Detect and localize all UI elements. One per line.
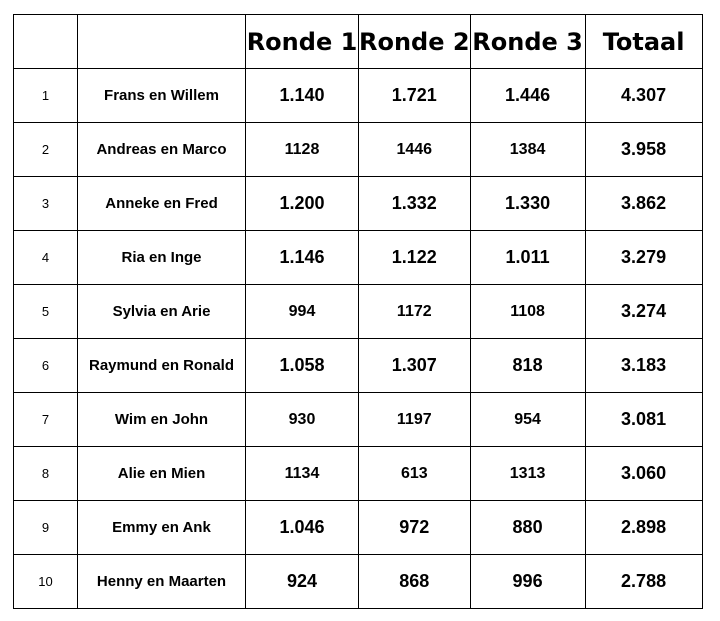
ronde-3-cell: 954	[470, 393, 585, 447]
name-cell: Alie en Mien	[78, 447, 246, 501]
rank-cell: 2	[14, 123, 78, 177]
name-cell: Anneke en Fred	[78, 177, 246, 231]
ronde-2-cell: 1.721	[359, 69, 471, 123]
name-cell: Henny en Maarten	[78, 555, 246, 609]
ronde-2-cell: 613	[359, 447, 471, 501]
name-cell: Emmy en Ank	[78, 501, 246, 555]
rank-cell: 7	[14, 393, 78, 447]
header-ronde-2: Ronde 2	[359, 15, 471, 69]
total-cell: 2.898	[585, 501, 702, 555]
table-row	[14, 123, 703, 177]
table-row	[14, 231, 703, 285]
total-cell: 3.060	[585, 447, 702, 501]
rank-cell: 6	[14, 339, 78, 393]
ronde-3-cell: 996	[470, 555, 585, 609]
name-cell: Ria en Inge	[78, 231, 246, 285]
name-cell: Raymund en Ronald	[78, 339, 246, 393]
header-ronde-3: Ronde 3	[470, 15, 585, 69]
rank-cell: 5	[14, 285, 78, 339]
ronde-3-cell: 880	[470, 501, 585, 555]
total-cell: 3.183	[585, 339, 702, 393]
table-row	[14, 69, 703, 123]
rank-cell: 8	[14, 447, 78, 501]
name-cell: Andreas en Marco	[78, 123, 246, 177]
rank-cell: 9	[14, 501, 78, 555]
total-cell: 3.862	[585, 177, 702, 231]
ronde-2-cell: 972	[359, 501, 471, 555]
ronde-3-cell: 818	[470, 339, 585, 393]
ronde-3-cell: 1.446	[470, 69, 585, 123]
rank-cell: 4	[14, 231, 78, 285]
rank-cell: 1	[14, 69, 78, 123]
ronde-3-cell: 1313	[470, 447, 585, 501]
total-cell: 3.274	[585, 285, 702, 339]
name-cell: Sylvia en Arie	[78, 285, 246, 339]
table-row	[14, 285, 703, 339]
header-row	[14, 15, 703, 69]
table-row	[14, 555, 703, 609]
header-ronde-1: Ronde 1	[246, 15, 359, 69]
ronde-1-cell: 930	[246, 393, 359, 447]
ronde-1-cell: 1.200	[246, 177, 359, 231]
rank-cell: 3	[14, 177, 78, 231]
header-totaal: Totaal	[585, 15, 702, 69]
table-row	[14, 501, 703, 555]
name-cell: Frans en Willem	[78, 69, 246, 123]
ronde-1-cell: 1128	[246, 123, 359, 177]
total-cell: 4.307	[585, 69, 702, 123]
table-row	[14, 393, 703, 447]
name-cell: Wim en John	[78, 393, 246, 447]
table-row	[14, 177, 703, 231]
ronde-2-cell: 1197	[359, 393, 471, 447]
total-cell: 2.788	[585, 555, 702, 609]
ronde-1-cell: 1.146	[246, 231, 359, 285]
score-table	[13, 14, 703, 609]
ronde-1-cell: 1.140	[246, 69, 359, 123]
rank-cell: 10	[14, 555, 78, 609]
ronde-2-cell: 1446	[359, 123, 471, 177]
header-name	[78, 15, 246, 69]
total-cell: 3.081	[585, 393, 702, 447]
ronde-1-cell: 1134	[246, 447, 359, 501]
ronde-2-cell: 1172	[359, 285, 471, 339]
ronde-1-cell: 994	[246, 285, 359, 339]
header-rank	[14, 15, 78, 69]
ronde-2-cell: 1.332	[359, 177, 471, 231]
table-row	[14, 339, 703, 393]
ronde-1-cell: 924	[246, 555, 359, 609]
ronde-3-cell: 1384	[470, 123, 585, 177]
total-cell: 3.958	[585, 123, 702, 177]
total-cell: 3.279	[585, 231, 702, 285]
ronde-2-cell: 1.122	[359, 231, 471, 285]
ronde-1-cell: 1.046	[246, 501, 359, 555]
ronde-3-cell: 1.011	[470, 231, 585, 285]
ronde-3-cell: 1108	[470, 285, 585, 339]
ronde-2-cell: 868	[359, 555, 471, 609]
table-row	[14, 447, 703, 501]
ronde-3-cell: 1.330	[470, 177, 585, 231]
ronde-1-cell: 1.058	[246, 339, 359, 393]
ronde-2-cell: 1.307	[359, 339, 471, 393]
